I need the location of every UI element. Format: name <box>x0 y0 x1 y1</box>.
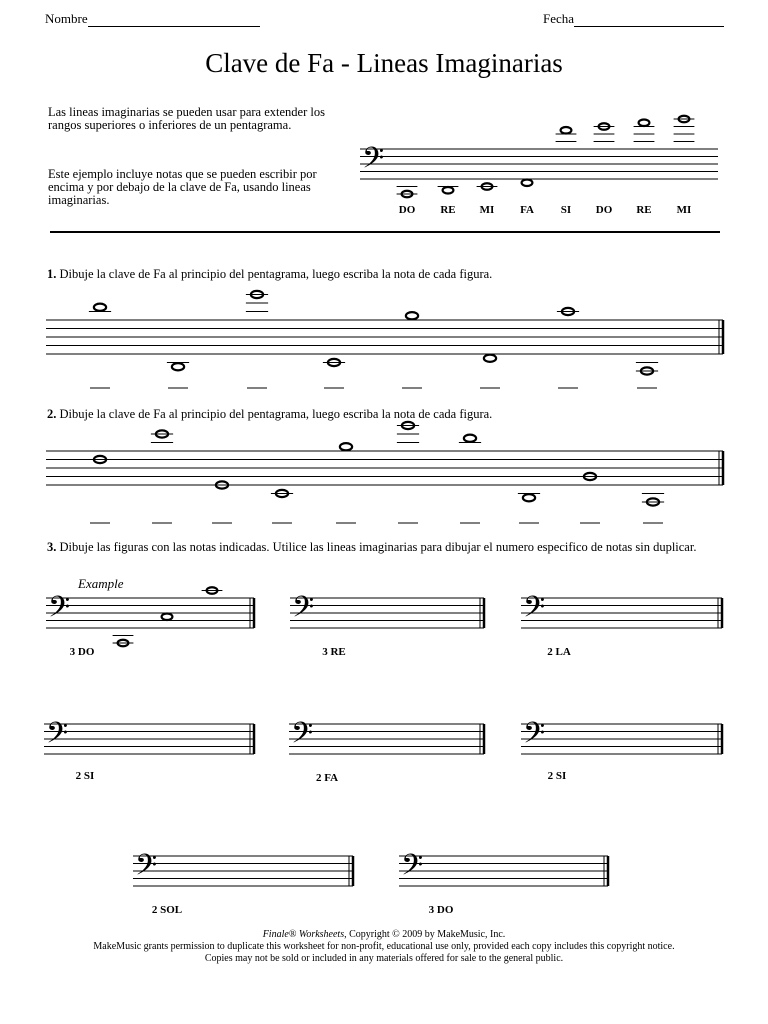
bass-clef-icon: 𝄢 <box>135 850 158 888</box>
exercise-3-number: 3. <box>47 540 57 554</box>
answer-prompt-label: 3 DO <box>428 904 454 916</box>
bass-clef-icon: 𝄢 <box>362 143 385 181</box>
name-label: Nombre <box>45 11 88 26</box>
note-name-label: SI <box>560 204 572 216</box>
bass-clef-icon: 𝄢 <box>523 718 546 756</box>
note-name-label: MI <box>479 204 495 216</box>
note-name-label: DO <box>398 204 416 216</box>
bass-clef-icon: 𝄢 <box>48 592 71 630</box>
whole-note <box>484 355 496 362</box>
whole-note <box>523 494 535 501</box>
whole-note <box>464 435 476 442</box>
whole-note <box>94 304 106 311</box>
note-name-label: FA <box>520 204 534 216</box>
note-name-label: RE <box>440 204 456 216</box>
answer-prompt-label: 3 DO <box>69 646 95 658</box>
whole-note <box>406 312 418 319</box>
whole-note <box>172 363 184 370</box>
exercise-1-text: Dibuje la clave de Fa al principio del pentagrama, luego escriba la nota de cada figura. <box>56 267 493 281</box>
intro-paragraph-1: Las lineas imaginarias se pueden usar para extender los rangos superiores o inferiores de un pentagrama. <box>48 105 325 132</box>
note-name-label: MI <box>676 204 692 216</box>
whole-note <box>639 120 650 126</box>
example-label: Example <box>78 576 124 591</box>
exercise-2-number: 2. <box>47 407 57 421</box>
footer-permission: MakeMusic grants permission to duplicate this worksheet for non-profit, educational use only, provided each copy includes this copyright notice. <box>93 941 675 952</box>
answer-prompt-label: 2 SOL <box>151 904 183 916</box>
answer-prompt-label: 3 RE <box>322 646 346 658</box>
bass-clef-icon: 𝄢 <box>292 592 315 630</box>
bass-clef-icon: 𝄢 <box>46 718 69 756</box>
intro-paragraph-2: Este ejemplo incluye notas que se pueden escribir por encima y por debajo de la clave de Fa, usando lineas imaginarias. <box>48 167 317 207</box>
bass-clef-icon: 𝄢 <box>523 592 546 630</box>
exercise-3-text: Dibuje las figuras con las notas indicadas. Utilice las lineas imaginarias para dibujar el numero especifico de notas sin duplicar. <box>56 540 697 554</box>
answer-prompt-label: 2 FA <box>315 772 339 784</box>
answer-prompt-label: 2 SI <box>75 770 95 782</box>
date-label: Fecha <box>543 11 575 26</box>
note-name-label: RE <box>636 204 652 216</box>
whole-note <box>522 180 533 186</box>
answer-prompt-label: 2 SI <box>547 770 567 782</box>
page-title: Clave de Fa - Lineas Imaginarias <box>205 48 563 78</box>
whole-note <box>340 443 352 450</box>
footer-copyright-text: , Copyright © 2009 by MakeMusic, Inc. <box>344 929 506 940</box>
whole-note <box>443 187 454 193</box>
answer-prompt-label: 2 LA <box>547 646 571 658</box>
footer-product: Finale® Worksheets <box>262 929 345 940</box>
whole-note <box>162 614 173 620</box>
whole-note <box>561 127 572 133</box>
note-name-label: DO <box>595 204 613 216</box>
footer-restriction: Copies may not be sold or included in any materials offered for sale to the general public. <box>204 953 564 964</box>
bass-clef-icon: 𝄢 <box>291 718 314 756</box>
exercise-1-number: 1. <box>47 267 57 281</box>
bass-clef-icon: 𝄢 <box>401 850 424 888</box>
exercise-2-text: Dibuje la clave de Fa al principio del pentagrama, luego escriba la nota de cada figura. <box>56 407 493 421</box>
